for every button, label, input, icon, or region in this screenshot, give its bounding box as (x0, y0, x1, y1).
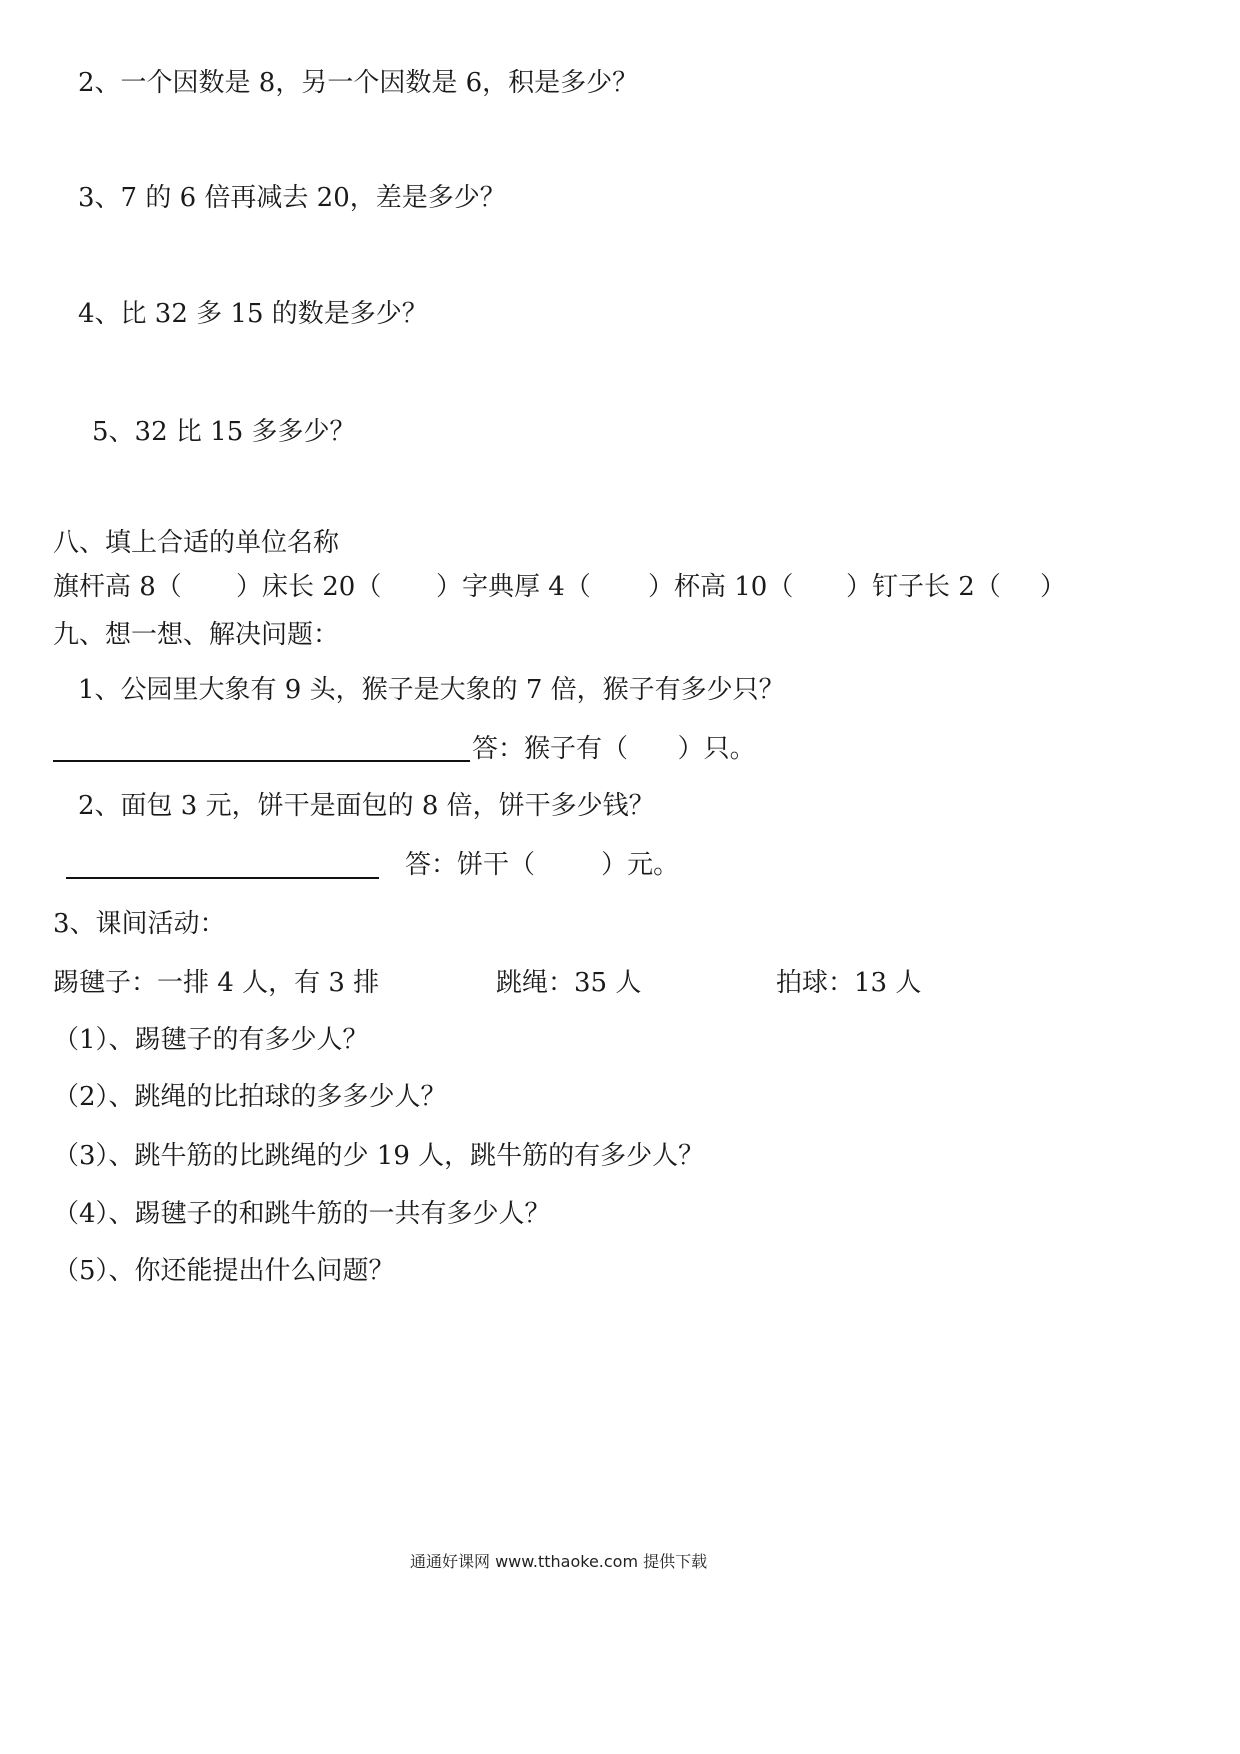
problem-1-question: 1、公园里大象有 9 头，猴子是大象的 7 倍，猴子有多少只？ (78, 675, 785, 705)
subquestion-5: （5）、你还能提出什么问题？ (53, 1256, 395, 1286)
question-5: 5、32 比 15 多多少？ (92, 417, 356, 447)
footer-credit: 通通好课网 www.tthaoke.com 提供下载 (410, 1552, 708, 1571)
subquestion-2: （2）、跳绳的比拍球的多多少人？ (53, 1082, 447, 1112)
subquestion-4: （4）、踢毽子的和跳牛筋的一共有多少人？ (53, 1199, 551, 1229)
answer-line-2[interactable] (66, 877, 379, 879)
section-9-title: 九、想一想、解决问题： (53, 620, 340, 650)
problem-2-question: 2、面包 3 元，饼干是面包的 8 倍，饼干多少钱？ (78, 791, 655, 821)
problem-2-answer: 答：饼干（ ）元。 (405, 850, 680, 880)
unit-item-flagpole: 旗杆高 8（ (53, 572, 182, 602)
question-2: 2、一个因数是 8，另一个因数是 6，积是多少？ (78, 68, 639, 98)
answer-line-1[interactable] (53, 760, 470, 762)
section-8-title: 八、填上合适的单位名称 (53, 528, 340, 558)
question-4: 4、比 32 多 15 的数是多少？ (78, 299, 428, 329)
activity-shuttlecock: 踢毽子：一排 4 人，有 3 排 (53, 968, 380, 998)
unit-item-cup: ）杯高 10（ (648, 572, 794, 602)
activity-jump-rope: 跳绳：35 人 (496, 968, 642, 998)
problem-3-title: 3、课间活动： (53, 909, 226, 939)
subquestion-3: （3）、跳牛筋的比跳绳的少 19 人，跳牛筋的有多少人？ (53, 1141, 705, 1171)
subquestion-1: （1）、踢毽子的有多少人？ (53, 1025, 369, 1055)
question-3: 3、7 的 6 倍再减去 20，差是多少？ (78, 183, 506, 213)
activity-ball: 拍球：13 人 (776, 968, 922, 998)
unit-item-nail: ）钉子长 2（ (846, 572, 1001, 602)
unit-item-bed: ）床长 20（ (236, 572, 382, 602)
problem-1-answer: 答：猴子有（ ）只。 (472, 734, 756, 764)
unit-item-end: ） (1040, 572, 1067, 602)
unit-item-dictionary: ）字典厚 4（ (436, 572, 591, 602)
